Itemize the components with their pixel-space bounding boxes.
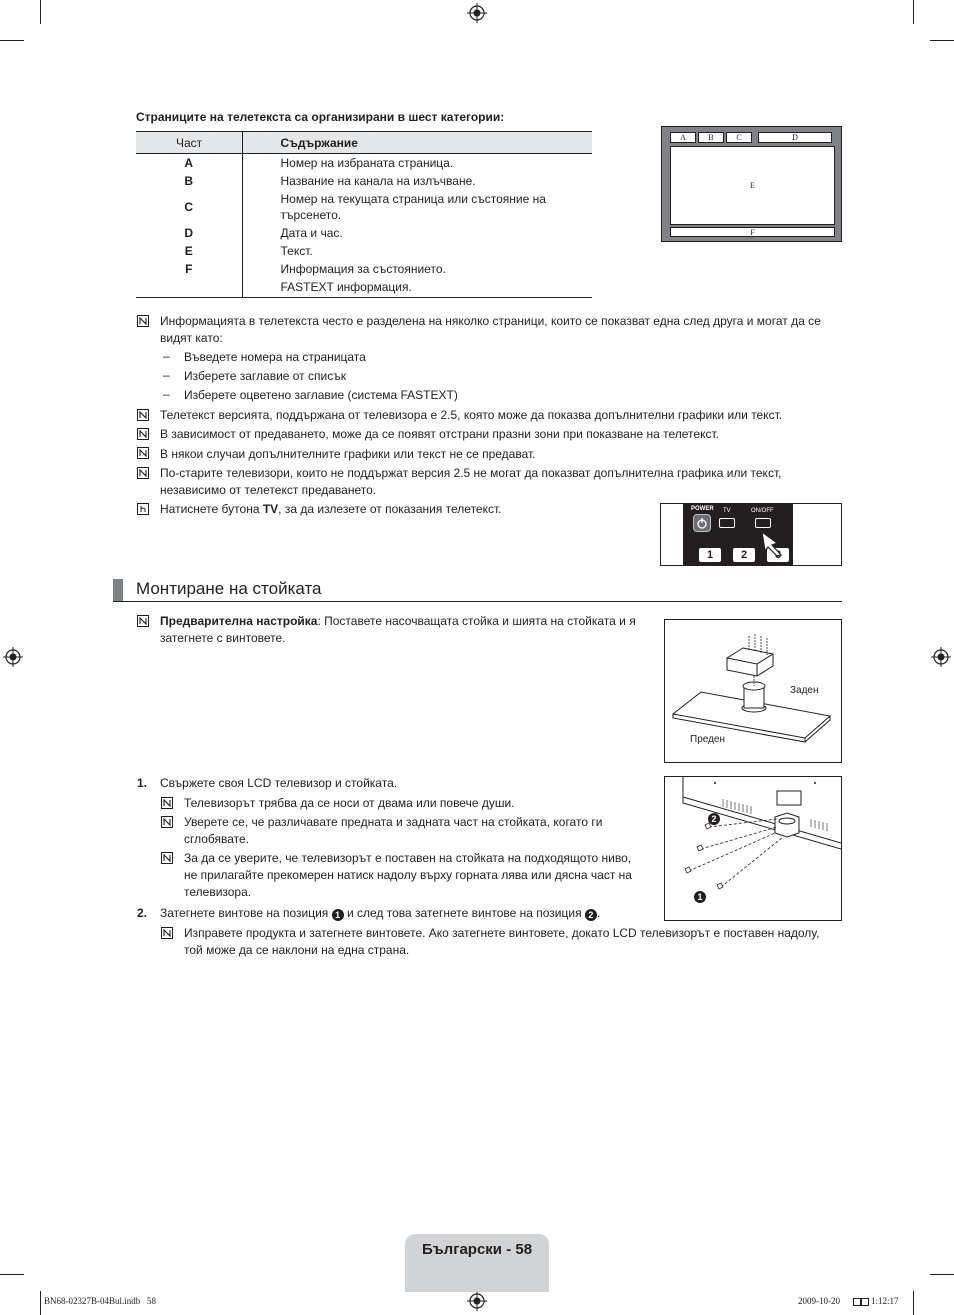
note-icon [137,409,149,421]
page-label: Български - 58 [421,1241,533,1258]
diagram-box-a: A [670,132,696,143]
table-cell-part: D [184,225,194,240]
step-2-text-a: Затегнете винтове на позиция [160,906,332,920]
stand-illustration [664,619,842,763]
label-back: Заден [790,685,819,696]
table-row [136,242,592,260]
section-rule [113,601,842,602]
table-cell-part: C [184,199,194,214]
table-cell-content: Номер на текущата страница или състояние на търсенето. [242,190,592,224]
pre-setup-note [160,613,650,647]
table-cell-content: Дата и час. [242,224,592,242]
section-title: Монтиране на стойката [136,579,322,598]
table-header-content: Съдържание [242,132,592,154]
table-cell-content: Номер на избраната страница. [242,154,592,172]
step-2-text-b: и след това затегнете винтове на позиция [343,906,585,920]
step-1-note: Уверете се, че различавате предната и задната част на стойката, когато ги сглобявате. [184,815,603,846]
note-text: Информацията в телетекста често е разделена на няколко страници, които се показват една след друга и могат да се видят като: [160,314,821,345]
position-1-marker: 1 [694,891,706,903]
crop-mark [930,1274,954,1275]
note-icon [161,816,173,828]
table-row [136,154,592,172]
position-1-inline-marker: 1 [332,909,344,921]
crop-mark [913,1291,914,1315]
dash-item: Изберете оцветено заглавие (система FASTEXT) [184,388,458,402]
footer-time-glyph [853,1298,861,1306]
power-button [693,514,711,532]
key-1: 1 [699,548,721,562]
note-icon [137,467,149,479]
tv-button-name: TV [262,502,279,516]
step-1-note: Телевизорът трябва да се носи от двама или повече души. [184,796,515,810]
remote-label-tv: TV [723,508,731,514]
note-text-post: , за да излезете от показания телетекст. [278,502,502,516]
table-cell-part [136,278,242,298]
step-1-note: За да се уверите, че телевизорът е поставен на стойката на подходящото ниво, не прилагайте прекомерен натиск надолу върху горната лява или дясна част на телевизора. [184,851,632,899]
crop-mark [0,1274,24,1275]
table-row [136,190,592,224]
table-row [136,172,592,190]
footer-date: 2009-10-20 [798,1296,840,1306]
note-icon [137,315,149,327]
onoff-button [755,518,771,528]
remote-label-onoff: ON/OFF [751,508,774,514]
note-icon [161,797,173,809]
tv-mount-illustration [664,776,842,921]
registration-mark-icon [467,3,487,23]
tv-button [719,518,735,528]
diagram-box-b: B [698,132,724,143]
note-icon [137,615,149,627]
step-1-text: Свържете своя LCD телевизор и стойката. [160,776,398,790]
table-cell-part: A [184,155,194,170]
note-text: В някои случаи допълнителните графики или текст не се предават. [160,447,536,461]
table-cell-content: Название на канала на излъчване. [242,172,592,190]
key-2: 2 [733,548,755,562]
table-cell-part: B [184,173,194,188]
table-row [136,260,592,278]
teletext-table [136,131,592,298]
dash-bullet: – [163,349,170,363]
remote-button-note-icon [137,503,149,515]
note-icon [137,447,149,459]
table-cell-content: FASTEXT информация. [242,278,592,298]
note-icon [161,927,173,939]
teletext-layout-diagram [661,126,842,242]
diagram-box-e: E [670,146,835,225]
crop-mark [0,40,24,41]
remote-illustration [660,503,842,566]
registration-mark-icon [931,647,951,667]
position-2-marker: 2 [708,813,720,825]
tv-mount-drawing [665,777,841,920]
intro-heading: Страниците на телетекста са организирани в шест категории: [136,110,505,124]
dash-bullet: – [163,387,170,401]
table [136,131,592,298]
table-cell-part: E [184,243,193,258]
section-marker [113,579,123,601]
pre-setup-text: : Поставете насочващата стойка и шията на стойката и я затегнете с винтовете. [160,614,636,645]
table-row [136,278,592,298]
power-icon [694,515,710,531]
label-front: Преден [690,734,726,745]
remote-label-power: POWER [691,506,714,512]
step-2-text-c: . [596,906,601,920]
note-text [160,501,502,517]
step-1-number: 1. [137,776,148,790]
crop-mark [40,1291,41,1315]
note-icon [137,428,149,440]
dash-bullet: – [163,368,170,382]
pointer-arrow-icon [759,529,789,557]
note-text: Телетекст версията, поддържана от телевизора е 2.5, която може да показва допълнителни графики или текст. [160,408,783,422]
table-cell-content: Информация за състоянието. [242,260,592,278]
note-text: По-старите телевизори, които не поддържат версия 2.5 не могат да показват допълнителна графика или текст, независимо от телетекст предаването. [160,466,782,497]
table-row [136,224,592,242]
diagram-box-f: F [670,227,835,237]
note-text: В зависимост от предаването, може да се появят отстрани празни зони при показване на телетекст. [160,427,719,441]
crop-mark [913,0,914,24]
dash-item: Изберете заглавие от списък [184,369,346,383]
step-2-number: 2. [137,906,148,920]
step-2-text [160,905,600,921]
table-cell-part: F [185,261,193,276]
pre-setup-label: Предварителна настройка [160,614,318,628]
diagram-box-d: D [758,132,832,143]
crop-mark [930,40,954,41]
registration-mark-icon [3,647,23,667]
step-2-note: Изправете продукта и затегнете винтовете. Ако затегнете винтовете, докато LCD телевизорът е поставен надолу, той може да се наклони на една страна. [184,926,820,957]
registration-mark-icon [467,1291,487,1311]
table-cell-content: Текст. [242,242,592,260]
table-header-part: Част [176,135,203,150]
crop-mark [40,0,41,24]
footer-time: 1:12:17 [871,1296,899,1306]
footer-time-glyph [861,1298,869,1306]
note-icon [161,852,173,864]
position-2-inline-marker: 2 [585,909,597,921]
note-text-pre: Натиснете бутона [160,502,263,516]
footer-file: BN68-02327B-04Bul.indb 58 [44,1296,157,1306]
dash-item: Въведете номера на страницата [184,350,366,364]
diagram-box-c: C [726,132,752,143]
